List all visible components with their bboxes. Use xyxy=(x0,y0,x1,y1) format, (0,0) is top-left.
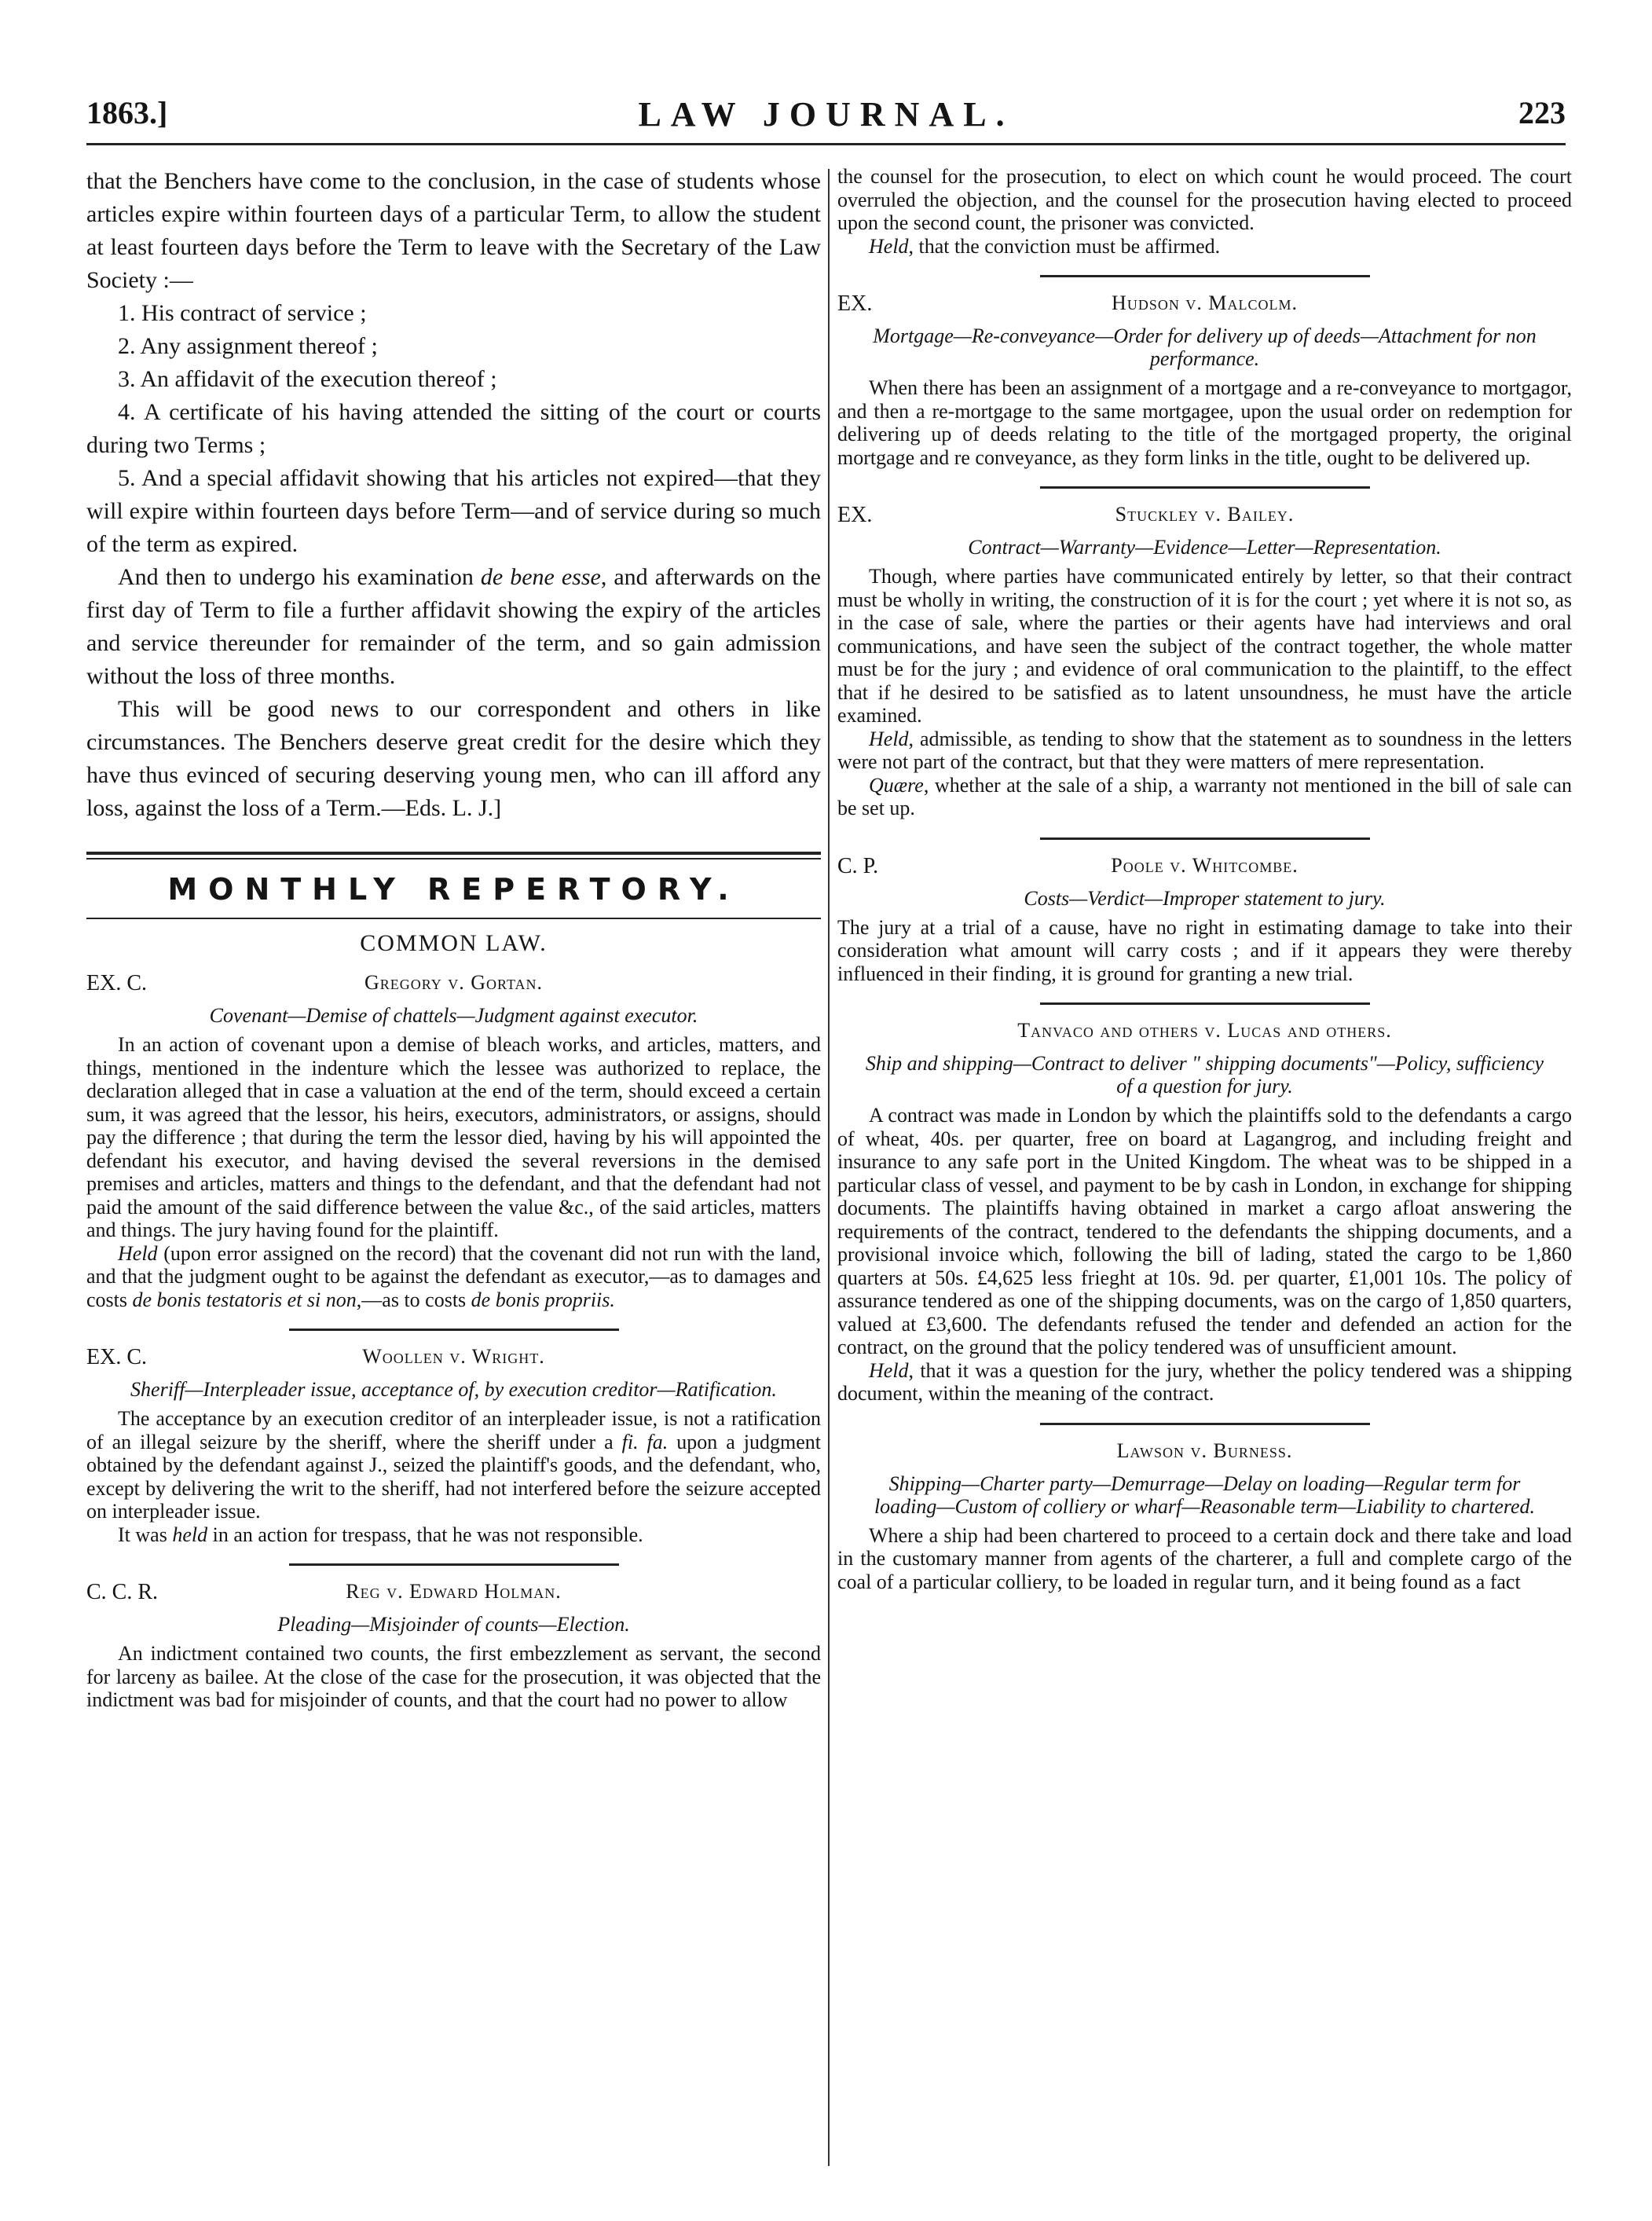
list-item: 2. Any assignment thereof ; xyxy=(118,333,378,359)
case-held: Held (upon error assigned on the record) that the covenant did not run with the land, and that the judgment ought to be against the defendant as executor,—as to damages and costs de bonis testatoris et si non,—as to costs de bonis propriis. xyxy=(86,1241,821,1311)
case-body: When there has been an assignment of a mortgage and a re-conveyance to mortgagor, and then a re-mortgage to the same mortgagee, upon the usual order on redemption for delivering up of deeds relating to the title of the mortgaged property, the original mortgage and re conveyance, as they form links in the title, ought to be delivered up. xyxy=(837,376,1572,469)
case-hudson xyxy=(837,291,1572,469)
case-catchwords: Sheriff—Interpleader issue, acceptance of, by execution creditor—Ratification. xyxy=(130,1378,777,1401)
case-court: EX. xyxy=(837,503,873,527)
case-woollen xyxy=(86,1345,821,1546)
list-item: 5. And a special affidavit showing that his articles not expired—that they will expire within fourteen days before Term—and of service during so much of the term as expired. xyxy=(86,465,821,557)
case-catchwords: Shipping—Charter party—Demurrage—Delay on loading—Regular term for loading—Custom of colliery or wharf—Reasonable term—Liability to chartered. xyxy=(874,1472,1536,1518)
monthly-repertory-title: MONTHLY REPERTORY. xyxy=(167,872,740,907)
right-column xyxy=(837,165,1572,1593)
case-title: Gregory v. Gortan. xyxy=(364,971,544,994)
case-catchwords: Pleading—Misjoinder of counts—Election. xyxy=(277,1613,630,1636)
case-title: Stuckley v. Bailey. xyxy=(1115,503,1295,526)
page-header xyxy=(86,94,1566,141)
case-body: A contract was made in London by which the plaintiffs sold to the defendants a cargo of wheat, 40s. per quarter, free on board at Lagangrog, and including freight and insurance to any safe port in the United Kingdom. The wheat was to be shipped in a particular class of vessel, and payment to be by cash in London, in exchange for shipping documents. The plaintiffs having obtained in market a cargo afloat answering the requirements of the contract, tendered to the defendants the shipping documents, and a provisional invoice which, following the bill of lading, stated the cargo to be 1,860 quarters at 50s. £4,625 less frieght at 10s. 9d. per quarter, £1,001 10s. The policy of assurance tendered as one of the shipping documents, was on the cargo of 1,850 quarters, valued at £3,600. The defendants refused the tender and defended an action for the contract, on the ground that the policy tendered was of unsufficient amount. xyxy=(837,1104,1572,1358)
case-lawson xyxy=(837,1439,1572,1594)
case-separator xyxy=(289,1329,619,1331)
case-separator xyxy=(1040,1423,1370,1425)
case-body: The jury at a trial of a cause, have no right in estimating damage to take into their consideration what amount will carry costs ; and if it appears they were thereby influenced in their finding, it is ground for granting a new trial. xyxy=(837,915,1572,985)
case-held: Held, that it was a question for the jury, whether the policy tendered was a shipping document, within the meaning of the contract. xyxy=(837,1358,1572,1405)
case-court: C. P. xyxy=(837,853,879,878)
case-separator xyxy=(289,1563,619,1566)
case-holman xyxy=(86,1580,821,1712)
journal-title: LAW JOURNAL. xyxy=(638,95,1014,134)
list-item: 4. A certificate of his having attended the sitting of the court or courts during two Terms ; xyxy=(86,399,821,458)
case-title: Hudson v. Malcolm. xyxy=(1112,291,1298,314)
case-body: Though, where parties have communicated entirely by letter, so that their contract must be wholly in writing, the construction of it is for the court ; yet where it is not so, as in the case of sale, where the parties or their agents have had interviews and oral communications, and have seen the subject of the contract together, the whole matter must be for the jury ; and evidence of oral communication to the plaintiff, to the effect that if he desired to be satisfied as to latent unsoundness, he must have the article examined. xyxy=(837,565,1572,727)
case-separator xyxy=(1040,837,1370,840)
case-separator xyxy=(1040,275,1370,277)
case-court: EX. xyxy=(837,291,873,316)
case-separator xyxy=(1040,1002,1370,1005)
case-catchwords: Mortgage—Re-conveyance—Order for delivery up of deeds—Attachment for non performance. xyxy=(873,324,1537,370)
case-body: An indictment contained two counts, the first embezzlement as servant, the second for larceny as bailee. At the close of the case for the prosecution, it was objected that the indictment was bad for misjoinder of counts, and that the court had no power to allow xyxy=(86,1642,821,1711)
case-catchwords: Ship and shipping—Contract to deliver " shipping documents"—Policy, sufficiency of a question for jury. xyxy=(865,1052,1544,1098)
case-title: Reg v. Edward Holman. xyxy=(346,1580,562,1603)
case-held: Held, admissible, as tending to show that the statement as to soundness in the letters were not part of the contract, but that they were matters of mere representation. xyxy=(837,727,1572,773)
list-item: 3. An affidavit of the execution thereof ; xyxy=(118,366,497,392)
case-catchwords: Costs—Verdict—Improper statement to jury. xyxy=(1024,886,1386,910)
case-gregory xyxy=(86,971,821,1311)
case-body: The acceptance by an execution creditor of an interpleader issue, is not a ratification of an illegal seizure by the sheriff, where the sheriff under a fi. fa. upon a judgment obtained by the defendant against J., seized the plaintiff's goods, and the defendant, who, except by delivering the writ to the sheriff, had not interfered before the seizure accepted on interpleader issue. xyxy=(86,1407,821,1523)
editorial-intro: that the Benchers have come to the conclusion, in the case of students whose articles expire within fourteen days of a particular Term, to allow the student at least fourteen days before the Term to leave with the Secretary of the Law Society :— xyxy=(86,168,821,293)
case-quaere: Quære, whether at the sale of a ship, a warranty not mentioned in the bill of sale can be set up. xyxy=(837,773,1572,819)
case-stuckley xyxy=(837,503,1572,820)
editorial-paragraph: And then to undergo his examination de bene esse, and afterwards on the first day of Term to file a further affidavit showing the expiry of the articles and service thereunder for remainder of the term, and so gain admission without the loss of three months. xyxy=(86,564,821,689)
case-title: Lawson v. Burness. xyxy=(1116,1439,1293,1462)
left-column xyxy=(86,165,821,1712)
section-heading: COMMON LAW. xyxy=(360,930,548,956)
continued-text: the counsel for the prosecution, to elect on which count he would proceed. The court overruled the objection, and the counsel for the prosecution having elected to proceed upon the second count, the prisoner was convicted. xyxy=(837,165,1572,234)
header-rule xyxy=(86,143,1566,145)
case-body: Where a ship had been chartered to proceed to a certain dock and there take and load in the customary manner from agents of the charterer, a full and complete cargo of the coal of a particular colliery, to be loaded in regular turn, and it being found as a fact xyxy=(837,1523,1572,1593)
case-title: Tanvaco and others v. Lucas and others. xyxy=(1017,1019,1392,1042)
case-body: In an action of covenant upon a demise of bleach works, and articles, matters, and things, mentioned in the indenture which the lessee was authorized to replace, the declaration alleged that in case a valuation at the end of the term, should exceed a certain sum, it was agreed that the lessor, his heirs, executors, administrators, or assigns, should pay the difference ; that during the term the lessor died, having by his will appointed the defendant his executor, and having devised the several reversions in the demised premises and articles, matters and things to the defendant, and that the defendant had not paid the amount of the said difference between the value &c., of the said articles, matters and things. The jury having found for the plaintiff. xyxy=(86,1033,821,1241)
page-number: 223 xyxy=(1518,95,1566,130)
case-tanvaco xyxy=(837,1019,1572,1406)
case-catchwords: Contract—Warranty—Evidence—Letter—Representation. xyxy=(968,536,1441,559)
list-item: 1. His contract of service ; xyxy=(118,300,367,326)
section-rule xyxy=(86,918,821,919)
case-title: Poole v. Whitcombe. xyxy=(1111,853,1299,877)
case-held: Held, that the conviction must be affirmed. xyxy=(869,234,1221,258)
section-rule xyxy=(86,852,821,859)
case-held: It was held in an action for trespass, that he was not responsible. xyxy=(118,1523,643,1546)
requirements-list xyxy=(86,297,821,561)
case-separator xyxy=(1040,486,1370,489)
case-court: C. C. R. xyxy=(86,1580,159,1604)
case-title: Woollen v. Wright. xyxy=(362,1345,545,1368)
editorial-closing: This will be good news to our correspondent and others in like circumstances. The Benchers deserve great credit for the desire which they have thus evinced of securing deserving young men, who can ill afford any loss, against the loss of a Term.—Eds. L. J.] xyxy=(86,696,821,821)
case-court: EX. C. xyxy=(86,1345,147,1369)
case-court: EX. C. xyxy=(86,971,147,995)
case-catchwords: Covenant—Demise of chattels—Judgment against executor. xyxy=(209,1004,698,1027)
case-poole xyxy=(837,854,1572,986)
header-year: 1863.] xyxy=(86,95,168,130)
column-divider xyxy=(828,169,830,2166)
